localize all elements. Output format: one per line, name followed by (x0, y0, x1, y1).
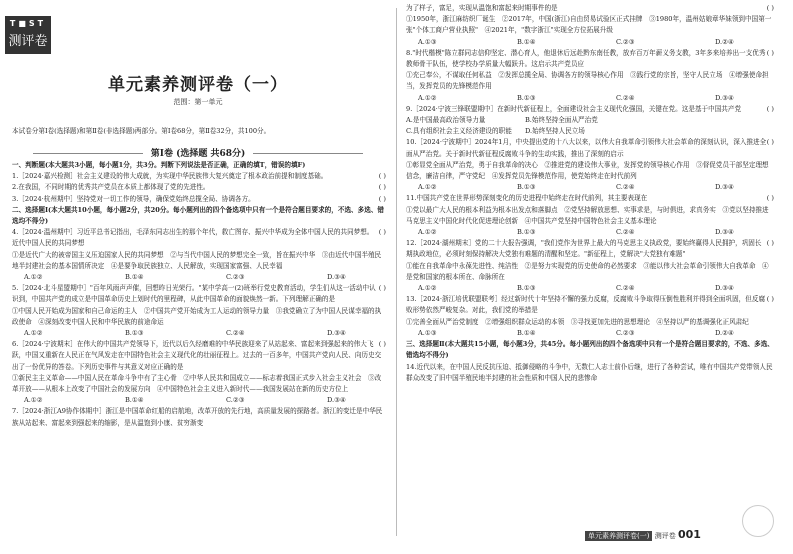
answer-option: A.①② (418, 183, 437, 192)
text: 为了样子，富足，实现从温饱和富起来时期事件的是 (406, 4, 558, 12)
question-text (12, 339, 386, 373)
answer-option: C.②③ (225, 273, 245, 282)
answer-option: C.②④ (225, 329, 245, 338)
text: 6.［2024·宁波期末］在伟大的中国共产党领导下，近代以后久经磨难的中华民族迎来了从站起来、富起来到强起来的伟大飞跃，中国又重新在人民正在气风发走在中国特色社会主义现代化的壮丽征程上。过去的一百多年，中国共产党向人民、向历史交出了一份优异的答卷。下列历史事件与其意义对应正确的是 (12, 340, 382, 371)
answer-blank: ( ) (378, 194, 386, 203)
answer-options (406, 328, 774, 339)
answer-options (406, 182, 774, 193)
text: 13.［2024·浙江培优联盟联考］经过新时代十年坚持不懈的强力反腐，反腐败斗争取得压倒性胜利并得到全面巩固，但反腐败形势依然严峻复杂。对此，我们党的举措是 (406, 295, 766, 315)
answer-options (406, 227, 774, 238)
question-text (406, 104, 774, 115)
watermark-stamp (742, 505, 774, 537)
answer-option: D.③④ (714, 284, 734, 293)
text: A.是中国最高政治领导力量 B.始终坚持全面从严治党 (406, 116, 598, 125)
answer-option: A.①② (24, 329, 43, 338)
answer-option: D.③④ (326, 273, 346, 282)
answer-option: D.③④ (714, 93, 734, 102)
text: ①中国人民开始成为国家和自己命运的主人 ②中国共产党开始成为工人运动的领导力量 ③我党确立了为中国人民谋幸福的执政使命 ④深刻改变中国人民和中华民族的前途命运 (12, 306, 382, 326)
answer-options (12, 328, 386, 339)
page-footer (585, 528, 701, 541)
part-heading (0, 146, 396, 159)
answer-option: B.①④ (516, 37, 536, 46)
answer-option: B.①③ (516, 183, 536, 192)
answer-option: D.③④ (714, 228, 734, 237)
answer-option: D.②④ (714, 328, 734, 337)
answer-option: A.①② (418, 93, 437, 102)
question-text (12, 306, 386, 328)
question-text (12, 406, 386, 428)
page-number: 001 (677, 528, 701, 541)
text: ①是近代广大的被帝国主义压迫国家人民的共同梦想 ②与当代中国人民的梦想完全一致，旨在振兴中华 ③由近代中国半殖民地半封建社会的基本国情所决定 ④是要争取民族独立、人民解放，实现国家富强、人民幸福 (12, 250, 382, 270)
answer-option: B.①③ (516, 228, 536, 237)
text: 7.［2024·浙江A9协作体期中］浙江是中国革命红船的启航地，改革开放的先行地，高质量发展的探路者。浙江的变迁是中华民族从站起来、富起来到强起来的缩影，是从温饱到小康、贫穷渐变 (12, 407, 383, 427)
question-text (406, 362, 774, 384)
answer-option: B.①④ (124, 396, 144, 405)
text: ①新民主主义革命——中国人民在革命斗争中有了主心骨 ②中华人民共和国成立——标志着我国正式步入社会主义社会 ③改革开放——从根本上改变了中国社会的发展方向 ④中国特色社会主义进入新时代——我国发展站在新的历史方位上 (12, 373, 382, 394)
badge-line1: T■ST (9, 19, 47, 28)
answer-blank: ( ) (378, 183, 386, 192)
answer-blank: ( ) (378, 284, 386, 293)
question-text (12, 250, 386, 272)
text: ①彰显党全面从严治党，勇于自我革命的决心 ②推进党的建设伟大事业，发挥党的领导核心作用 ③督促党员干部坚定理想信念，廉洁自律，严守党纪 ④发挥党员先锋模范作用，使党始终走在时代前列 (406, 160, 769, 181)
answer-option: D.③④ (326, 396, 346, 405)
answer-option: C.②④ (615, 93, 635, 102)
answer-options (406, 93, 774, 104)
answer-options (12, 272, 386, 283)
answer-option: A.①③ (418, 37, 437, 46)
question-text (406, 70, 774, 92)
answer-option: B.①③ (124, 329, 144, 338)
answer-blank: ( ) (766, 295, 774, 304)
text: 10.［2024·宁波期中］2024年1月，中央提出党的十八大以来，以伟大自我革命引领伟大社会革命的深刻认识，深入推进全面从严治党。关于新时代新征程反腐败斗争的生动实践，推出了深刻的启示 (406, 138, 767, 158)
exam-range: 范围：第一单元 (173, 98, 223, 106)
right-column (406, 3, 774, 384)
answer-option: A.①② (418, 228, 437, 237)
question-text (406, 193, 774, 204)
text: 14.近代以来，在中国人民反抗压迫、抵御侵略的斗争中，无数仁人志士前仆后继，进行了各种尝试，唯有中国共产党带领人民群众改变了旧中国半殖民地半封建的社会性质和中国人民的悲惨命 (406, 362, 773, 382)
footer-mid: 测评卷 (654, 532, 676, 540)
text: 三、选择题Ⅱ(本大题共15小题，每小题3分，共45分。每小题列出的四个备选项中只有一个是符合题目要求的，不选、多选、错选均不得分) (406, 340, 774, 360)
question-text (12, 182, 386, 193)
question-text (406, 160, 774, 182)
text: 4.［2024·温州期中］习近平总书记指出，毛泽东同志出生的那个年代，救亡图存、振兴中华成为全体中国人民的共同梦想。近代中国人民的共同梦想 (12, 228, 374, 248)
answer-option: B.①③ (516, 284, 536, 293)
question-text (12, 171, 386, 182)
answer-blank: ( ) (766, 48, 774, 57)
answer-option: D.②④ (714, 37, 734, 46)
answer-options (12, 395, 386, 406)
answer-options (406, 37, 774, 48)
answer-blank: ( ) (766, 194, 774, 203)
page-title: 单元素养测评卷（一） (108, 75, 288, 95)
text: C.具有组织社会主义经济建设的职能 D.始终坚持人民立场 (406, 127, 585, 136)
text: ①充己奉公，不谋取任何私益 ②发挥总揽全局、协调各方的领导核心作用 ③践行党的宗旨，坚守人民立场 ④增强使命担当，发挥党员的先锋模范作用 (406, 71, 769, 91)
answer-option: A.①② (24, 273, 43, 282)
text: 11.中国共产党在世界形势深刻变化的历史进程中始终走在时代前列，其主要表现在 (406, 194, 648, 203)
question-text (12, 194, 386, 205)
divider (33, 153, 143, 154)
part-title: 第Ⅰ卷 (选择题 共68分) (150, 149, 246, 159)
section-heading (406, 339, 774, 361)
divider (253, 153, 363, 154)
answer-option: C.②④ (615, 228, 635, 237)
answer-blank: ( ) (766, 239, 774, 248)
section-heading (12, 205, 386, 227)
text: 9.［2024·宁波三锋联盟期中］在新时代新征程上，全面建设社会主义现代化强国，关键在党。这是基于中国共产党 (406, 104, 742, 113)
question-text (406, 137, 774, 159)
answer-blank: ( ) (766, 4, 774, 12)
footer-label: 单元素养测评卷(一) (585, 531, 652, 541)
answer-blank: ( ) (378, 340, 386, 349)
answer-blank: ( ) (766, 104, 774, 113)
text: 12.［2024·湖州期末］党的二十大报告强调，"我们党作为世界上最大的马克思主义执政党，要始终赢得人民拥护，巩固长期执政地位，必须时刻保持解决大党独有难题的清醒和坚定。"新征程上，党解决"大党独有难题" (406, 239, 762, 259)
answer-options (406, 283, 774, 294)
question-text (12, 283, 386, 305)
answer-option: B.①④ (124, 273, 144, 282)
text: 8."时代楷模"陈立群同志信仰坚定、潜心育人，他退休后远赴黔东南任教，放弃百万年薪义务支教，3年多来培养出一支优秀教师骨干队伍，使学校办学质量大幅跃升。这启示共产党员应 (406, 48, 766, 69)
question-text (406, 317, 774, 328)
text: 2.在我国，不同时期的优秀共产党员在本质上都体现了党的先进性。 (12, 183, 210, 192)
question-text (406, 48, 774, 70)
question-text (406, 126, 774, 137)
answer-blank: ( ) (378, 172, 386, 181)
answer-blank: ( ) (378, 228, 386, 237)
answer-option: D.③④ (326, 329, 346, 338)
text: 二、选择题Ⅰ(本大题共10小题，每小题2分，共20分。每小题列出的四个备选项中只有一个是符合题目要求的，不选、多选、错选均不得分) (12, 205, 385, 226)
text: 3.［2024·杭州期中］坚持党对一切工作的领导，确保党始终总揽全局、协调各方。 (12, 194, 255, 203)
text: ①能在自我革命中永葆先进性、纯洁性 ②是努力实现党的历史使命的必然要求 ③能以伟大社会革命引领伟大自我革命 ④是党和国家的根本所在、命脉所在 (406, 261, 769, 281)
answer-option: B.①④ (516, 328, 536, 337)
question-text (406, 261, 774, 283)
text: ①1950年，浙江麻纺织厂诞生 ②2017年，中国(浙江)自由贸易试验区正式挂牌 ③1980年，温州姑娘章华妹领到中国第一张"个体工商户营业执照" ④2021年，"数字浙江"实现全方位拓展升级 (406, 15, 772, 35)
text: ①完善全面从严治党制度 ②增强组织群众运动的本领 ③寻找更加先进的思想理论 ④坚持以严的基调强化正风肃纪 (406, 317, 749, 326)
answer-option: D.③④ (714, 183, 734, 192)
brand-badge (5, 16, 51, 54)
column-divider (396, 8, 397, 536)
text: 5.［2024·北斗星盟期中］"百年风雨声声催，回想昨日光荣行。"某中学高一(2)班举行党史教育活动，学生们从这一活动中认识到，中国共产党的成立是中国革命历史上划时代的里程碑，从此中国革命的面貌焕然一新。下列理解正确的是 (12, 284, 376, 304)
section-heading (12, 160, 386, 171)
answer-blank: ( ) (766, 138, 774, 147)
question-text (406, 294, 774, 316)
answer-option: A.①② (418, 284, 437, 293)
answer-option: A.①③ (418, 328, 437, 337)
answer-option: A.①② (24, 396, 43, 405)
answer-option: C.②③ (225, 396, 245, 405)
question-text (12, 227, 386, 249)
text: 一、判断题(本大题共3小题，每小题1分，共3分。判断下列说法是否正确，正确的填T，错误的填F) (12, 161, 306, 169)
answer-option: C.②③ (615, 37, 635, 46)
question-text (406, 205, 774, 227)
left-column (12, 160, 386, 429)
question-text (406, 238, 774, 260)
question-text (406, 115, 774, 126)
badge-line2: 测评卷 (8, 34, 48, 49)
question-text (406, 3, 774, 14)
question-text (406, 14, 774, 36)
exam-intro: 本试卷分第Ⅰ卷(选择题)和第Ⅱ卷(非选择题)两部分。第Ⅰ卷68分，第Ⅱ卷32分，共100分。 (12, 127, 271, 135)
answer-option: B.①③ (516, 93, 536, 102)
answer-option: C.②③ (615, 328, 635, 337)
answer-option: C.②④ (615, 284, 635, 293)
text: ①党以最广大人民的根本利益为根本出发点和落脚点 ②党坚持解放思想、实事求是，与时俱进，求真务实 ③党以坚持推进马克思主义中国化时代化促进理论创新 ④中国共产党坚持中国特色社会主义基本理论 (406, 205, 769, 225)
question-text (12, 373, 386, 395)
answer-option: C.②④ (615, 183, 635, 192)
text: 1.［2024·嘉兴检测］社会主义建设的伟大成就，为实现中华民族伟大复兴奠定了根本政治前提和制度基础。 (12, 172, 328, 181)
